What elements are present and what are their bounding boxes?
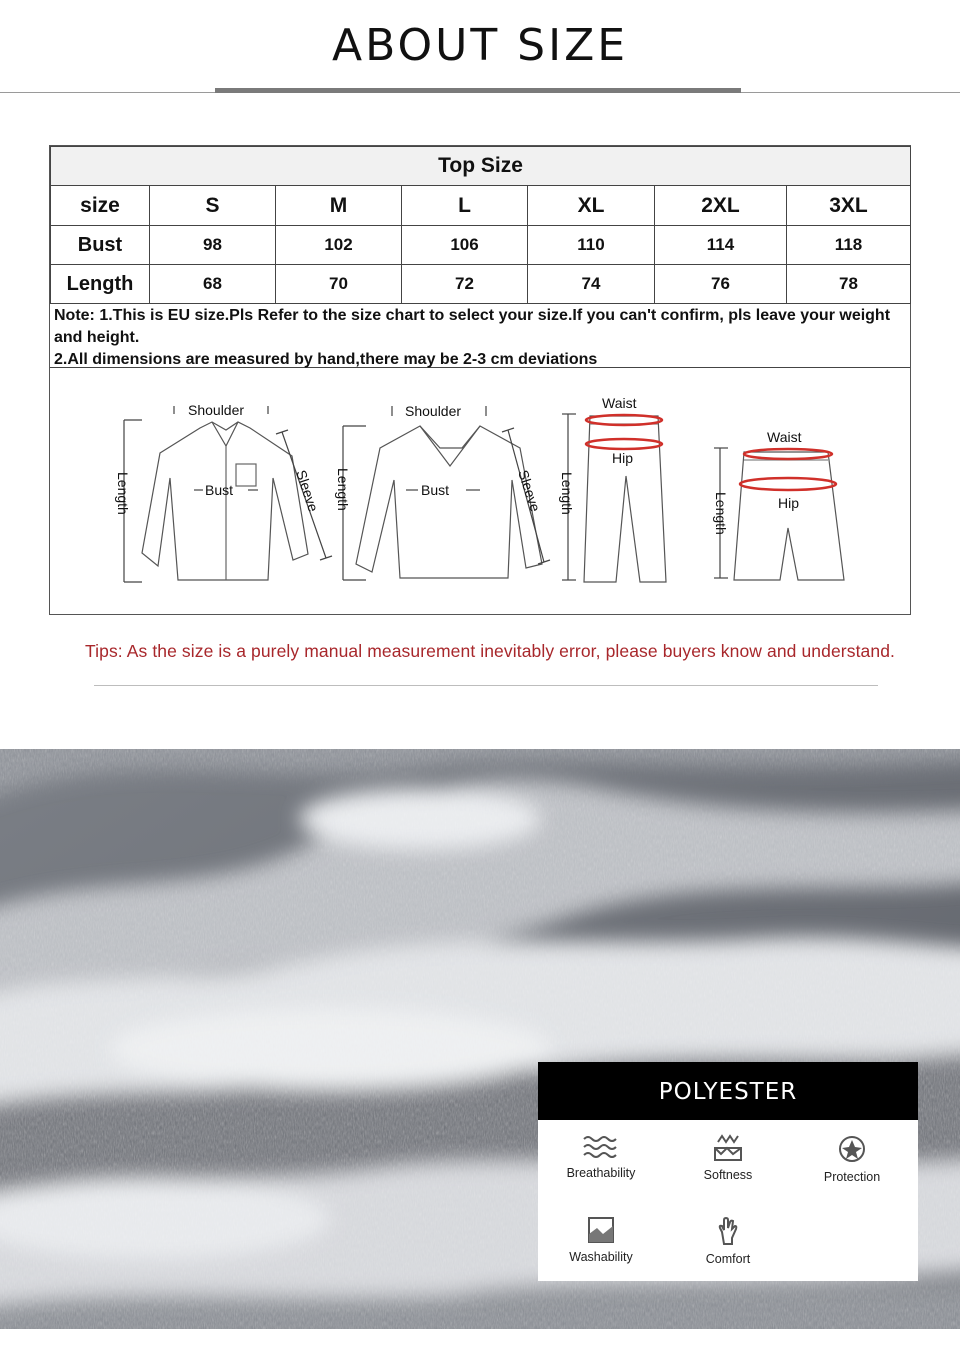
table-cell: 78 [787,265,911,304]
shorts-diagram [713,429,844,580]
column-header: 3XL [787,186,911,226]
row-label: Length [51,265,150,304]
shorts-hip-label: Hip [778,495,800,511]
pants-diagram [559,395,666,582]
table-row-bust [51,226,911,265]
shorts-waist-measure [744,449,832,459]
note-line-1: Note: 1.This is EU size.Pls Refer to the size chart to select your size.If you can't confirm, pls leave your weight and height. [54,307,891,346]
header-accent-bar [215,88,741,93]
table-cell: 98 [150,226,276,265]
washability-icon [587,1216,615,1244]
pants-hip-measure [586,439,662,449]
sweater-sleeve-label: Sleeve [515,467,544,514]
size-chart [49,145,911,615]
tips-text: Tips: As the size is a purely manual measurement inevitably error, please buyers know and understand. [84,641,895,661]
table-cell: 76 [655,265,787,304]
pants-length-label: Length [559,472,575,515]
table-cell: 68 [150,265,276,304]
protection-icon [837,1134,867,1164]
feature-label: Protection [823,1170,881,1184]
table-header-row [51,186,911,226]
material-title: POLYESTER [538,1062,918,1120]
column-header: size [51,186,150,226]
shirt-shoulder-label: Shoulder [188,402,245,418]
pants-waist-label: Waist [602,395,637,411]
feature-label: Softness [703,1168,753,1182]
feature-comfort [665,1216,791,1266]
measurement-diagrams [50,368,910,614]
table-cell: 74 [528,265,655,304]
feature-softness [665,1134,791,1182]
shorts-length-label: Length [713,492,729,535]
material-panel [538,1062,918,1281]
table-cell: 70 [276,265,402,304]
sweater-bust-label: Bust [421,482,450,498]
shirt-sleeve-label: Sleeve [293,467,322,514]
table-cell: 72 [402,265,528,304]
feature-label: Breathability [566,1166,636,1180]
shirt-bust-label: Bust [205,482,234,498]
hand-icon [716,1216,740,1246]
table-cell: 102 [276,226,402,265]
shorts-hip-measure [740,478,836,490]
softness-icon [712,1134,744,1162]
sweater-length-label: Length [335,468,351,511]
table-cell: 118 [787,226,911,265]
table-title: Top Size [51,147,911,186]
feature-label: Comfort [705,1252,751,1266]
size-table [50,146,911,304]
shirt-diagram [115,402,332,582]
feature-protection [789,1134,915,1184]
size-note [50,303,910,368]
column-header: S [150,186,276,226]
table-row-length [51,265,911,304]
sweater-shoulder-label: Shoulder [405,403,462,419]
shorts-waist-label: Waist [767,429,802,445]
table-cell: 106 [402,226,528,265]
note-line-2: 2.All dimensions are measured by hand,there may be 2-3 cm deviations [54,351,598,368]
table-cell: 110 [528,226,655,265]
shirt-length-label: Length [115,472,131,515]
sweater-diagram [335,403,550,580]
column-header: M [276,186,402,226]
table-cell: 114 [655,226,787,265]
feature-label: Washability [569,1250,633,1264]
row-label: Bust [51,226,150,265]
column-header: 2XL [655,186,787,226]
page-title: ABOUT SIZE [331,20,629,71]
pants-hip-label: Hip [612,450,634,466]
column-header: L [402,186,528,226]
feature-breathability [538,1134,664,1180]
feature-washability [538,1216,664,1264]
column-header: XL [528,186,655,226]
waves-icon [582,1134,620,1160]
tips-divider [94,685,878,686]
